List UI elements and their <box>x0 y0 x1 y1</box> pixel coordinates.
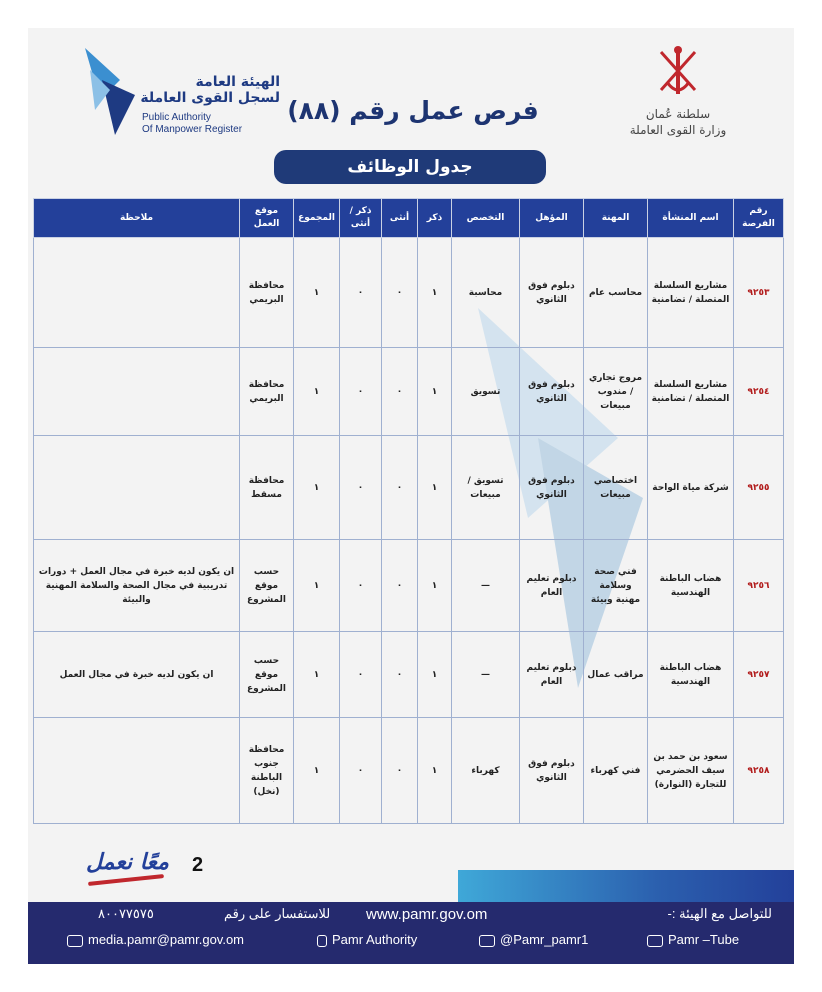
specialization: تسويق <box>452 348 520 436</box>
col-header-specialization: التخصص <box>452 199 520 238</box>
female-count: ٠ <box>382 348 418 436</box>
facebook-icon <box>317 935 327 947</box>
qualification: دبلوم تعليم العام <box>520 632 584 718</box>
male-count: ١ <box>418 632 452 718</box>
total-count: ١ <box>294 632 340 718</box>
job-number: ٩٢٥٣ <box>734 238 784 348</box>
total-count: ١ <box>294 436 340 540</box>
job-title: اختصاصي مبيعات <box>584 436 648 540</box>
job-title: فني صحة وسلامة مهنية وبيئة <box>584 540 648 632</box>
table-header-row <box>34 199 784 238</box>
either-count: ٠ <box>340 632 382 718</box>
work-location: حسب موقع المشروع <box>240 632 294 718</box>
footer-accent-strip <box>458 870 794 902</box>
either-count: ٠ <box>340 436 382 540</box>
email-item[interactable] <box>62 932 244 947</box>
qualification: دبلوم تعليم العام <box>520 540 584 632</box>
email-link[interactable]: media.pamr@pamr.gov.om <box>88 932 245 947</box>
qualification: دبلوم فوق الثانوي <box>520 238 584 348</box>
company-name: سعود بن حمد بن سيف الحضرمي للتجارة (النوارة) <box>648 718 734 824</box>
facebook-item[interactable] <box>312 932 417 947</box>
male-count: ١ <box>418 238 452 348</box>
col-header-either: ذكر / أنثى <box>340 199 382 238</box>
col-header-male: ذكر <box>418 199 452 238</box>
specialization: — <box>452 632 520 718</box>
female-count: ٠ <box>382 540 418 632</box>
company-name: هضاب الباطنة الهندسية <box>648 540 734 632</box>
phone-number[interactable]: ٨٠٠٧٧٥٧٥ <box>98 906 154 921</box>
total-count: ١ <box>294 348 340 436</box>
company-name: هضاب الباطنة الهندسية <box>648 632 734 718</box>
twitter-link[interactable]: @Pamr_pamr1 <box>500 932 589 947</box>
job-number: ٩٢٥٨ <box>734 718 784 824</box>
authority-logo <box>80 40 280 152</box>
ministry-name-1: سلطنة عُمان <box>645 107 711 121</box>
youtube-icon <box>647 935 663 947</box>
ministry-name-2: وزارة القوى العاملة <box>629 123 727 137</box>
authority-name-ar-1: الهيئة العامة <box>195 74 280 90</box>
bulletin-title: فرص عمل رقم (٨٨) <box>287 96 539 125</box>
col-header-number: رقم الفرصة <box>734 199 784 238</box>
work-location: محافظة البريمي <box>240 348 294 436</box>
work-location: محافظة مسقط <box>240 436 294 540</box>
specialization: محاسبة <box>452 238 520 348</box>
youtube-item[interactable] <box>642 932 739 947</box>
twitter-icon <box>479 935 495 947</box>
job-title: مروج تجاري / مندوب مبيعات <box>584 348 648 436</box>
page-number: 2 <box>192 854 204 876</box>
contact-label: للتواصل مع الهيئة :- <box>667 906 772 921</box>
website-link[interactable]: www.pamr.gov.om <box>366 906 488 923</box>
female-count: ٠ <box>382 718 418 824</box>
job-number: ٩٢٥٥ <box>734 436 784 540</box>
work-location: حسب موقع المشروع <box>240 540 294 632</box>
twitter-item[interactable] <box>474 932 588 947</box>
job-title: محاسب عام <box>584 238 648 348</box>
facebook-link[interactable]: Pamr Authority <box>332 932 418 947</box>
table-row <box>34 348 784 436</box>
specialization: — <box>452 540 520 632</box>
qualification: دبلوم فوق الثانوي <box>520 436 584 540</box>
col-header-note: ملاحظة <box>34 199 240 238</box>
job-title: مراقب عمال <box>584 632 648 718</box>
national-emblem-icon <box>653 42 703 100</box>
qualification: دبلوم فوق الثانوي <box>520 348 584 436</box>
jobs-table-title: جدول الوظائف <box>274 150 546 184</box>
work-location: محافظة جنوب الباطنة (نخل) <box>240 718 294 824</box>
female-count: ٠ <box>382 632 418 718</box>
table-row <box>34 540 784 632</box>
table-row <box>34 436 784 540</box>
inquiry-label: للاستفسار على رقم <box>224 906 331 921</box>
col-header-location: موقع العمل <box>240 199 294 238</box>
work-location: محافظة البريمي <box>240 238 294 348</box>
either-count: ٠ <box>340 718 382 824</box>
specialization: تسويق / مبيعات <box>452 436 520 540</box>
either-count: ٠ <box>340 348 382 436</box>
authority-name-en-2: Of Manpower Register <box>142 124 243 135</box>
job-note: ان يكون لديه خبرة في مجال العمل + دورات تدريبية في مجال الصحة والسلامة المهنية والبيئة <box>34 540 240 632</box>
job-bulletin-page <box>28 28 794 964</box>
total-count: ١ <box>294 238 340 348</box>
slogan-underline <box>88 874 164 886</box>
footer <box>28 902 794 964</box>
female-count: ٠ <box>382 436 418 540</box>
job-number: ٩٢٥٦ <box>734 540 784 632</box>
total-count: ١ <box>294 718 340 824</box>
youtube-link[interactable]: Pamr –Tube <box>668 932 740 947</box>
female-count: ٠ <box>382 238 418 348</box>
either-count: ٠ <box>340 238 382 348</box>
col-header-female: أنثى <box>382 199 418 238</box>
job-note <box>34 436 240 540</box>
job-title: فني كهرباء <box>584 718 648 824</box>
male-count: ١ <box>418 436 452 540</box>
authority-name-ar-2: لسجل القوى العاملة <box>140 90 280 106</box>
job-note: ان يكون لديه خبرة في مجال العمل <box>34 632 240 718</box>
job-number: ٩٢٥٤ <box>734 348 784 436</box>
authority-emblem-icon <box>80 40 140 140</box>
jobs-table <box>33 198 784 824</box>
table-row <box>34 238 784 348</box>
col-header-company: اسم المنشأة <box>648 199 734 238</box>
total-count: ١ <box>294 540 340 632</box>
either-count: ٠ <box>340 540 382 632</box>
col-header-total: المجموع <box>294 199 340 238</box>
specialization: كهرباء <box>452 718 520 824</box>
qualification: دبلوم فوق الثانوي <box>520 718 584 824</box>
email-icon <box>67 935 83 947</box>
company-name: مشاريع السلسلة المتصلة / تضامنية <box>648 348 734 436</box>
authority-name-en-1: Public Authority <box>142 112 211 123</box>
ministry-logo <box>618 42 738 154</box>
col-header-job: المهنة <box>584 199 648 238</box>
company-name: مشاريع السلسلة المتصلة / تضامنية <box>648 238 734 348</box>
table-row <box>34 632 784 718</box>
slogan-logo: معًا نعمل <box>86 850 169 875</box>
male-count: ١ <box>418 718 452 824</box>
male-count: ١ <box>418 540 452 632</box>
job-note <box>34 718 240 824</box>
job-note <box>34 348 240 436</box>
table-row <box>34 718 784 824</box>
male-count: ١ <box>418 348 452 436</box>
company-name: شركة مياة الواحة <box>648 436 734 540</box>
col-header-qualification: المؤهل <box>520 199 584 238</box>
job-note <box>34 238 240 348</box>
job-number: ٩٢٥٧ <box>734 632 784 718</box>
